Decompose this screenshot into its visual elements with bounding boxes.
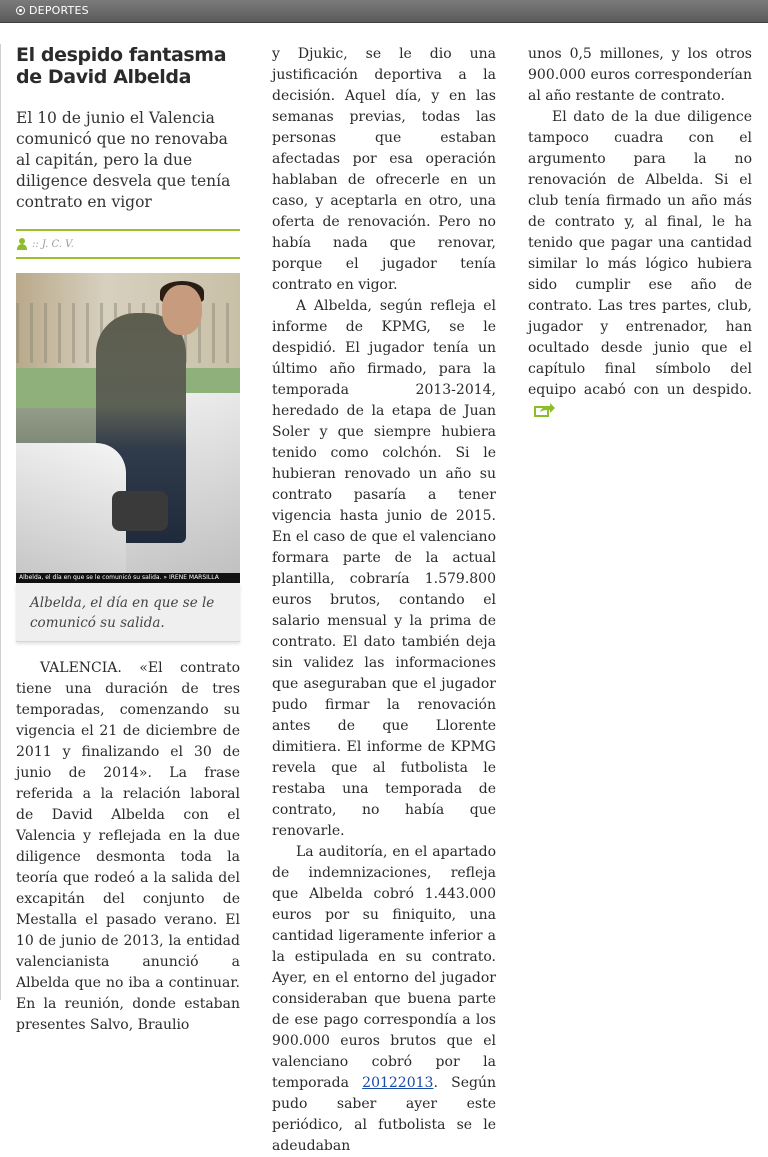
- body-column-3: [528, 44, 752, 422]
- paragraph: La auditoría, en el apartado de indemnizaciones, refleja que Albelda cobró 1.443.000 euros por su finiquito, una cantidad ligeramente inferior a la estipulada en su contrato. Ayer, en el entorno del jugador consideraban que buena parte de ese pago correspondía a los 900.000 euros brutos que el valenciano cobró por la temporada 20122013. Según pudo saber ayer este periódico, al futbolista se le adeudaban: [272, 844, 496, 1154]
- left-divider: [0, 44, 1, 1000]
- paragraph: y Djukic, se le dio una justificación deportiva a la decisión. Aquel día, y en las semanas previas, todas las personas que estaban afectadas por esa operación hablaban de ofrecerle en un caso, y aceptarla en otro, una oferta de renovación. Pero no había nada que renovar, porque el jugador tenía contrato en vigor.: [272, 46, 496, 293]
- photo-caption: Albelda, el día en que se le comunicó su salida.: [16, 583, 240, 642]
- body-column-2: [272, 44, 496, 1157]
- season-link[interactable]: 20122013: [362, 1075, 434, 1091]
- column-1: [16, 44, 240, 1036]
- paragraph: El dato de la due diligence tampoco cuadra con el argumento para la no renovación de Albelda. Si el club tenía firmado un año más de contrato y, al final, le ha tenido que pagar una cantidad similar lo más lógico hubiera sido cumplir ese año de contrato. Las tres partes, club, jugador y entrenador, han ocultado desde junio que el capítulo final símbolo del equipo acabó con un despido.: [528, 107, 752, 422]
- paragraph: A Albelda, según refleja el informe de KPMG, se le despidió. El jugador tenía un último año firmado, para la temporada 2013-2014, heredado de la etapa de Juan Soler y que siempre hubiera tenido como colchón. Si le hubieran renovado un año su contrato pasaría a tener vigencia hasta junio de 2015. En el caso de que el valenciano formara parte de la actual plantilla, cobraría 1.579.800 euros brutos, contando el salario mensual y la prima de contrato. El dato también deja sin validez las informaciones que aseguraban que el jugador pudo firmar la renovación antes de que Llorente dimitiera. El informe de KPMG revela que al futbolista le restaba una temporada de contrato, no había que renovarle.: [272, 298, 496, 839]
- byline: [16, 229, 240, 259]
- body-column-1: [16, 658, 240, 1036]
- photo-credit-strip: Albelda, el día en que se le comunicó su salida. » IRENE MARSILLA: [16, 573, 240, 583]
- section-name: DEPORTES: [29, 4, 89, 17]
- subhead: El 10 de junio el Valencia comunicó que no renovaba al capitán, pero la due diligence desvela que tenía contrato en vigor: [16, 109, 231, 211]
- section-label[interactable]: [16, 4, 89, 17]
- share-arrow-icon[interactable]: [534, 403, 556, 417]
- paragraph: VALENCIA. «El contrato tiene una duración de tres temporadas, comenzando su vigencia el 21 de diciembre de 2011 y finalizando el 30 de junio de 2014». La frase referida a la relación laboral de David Albelda con el Valencia y reflejada en la due diligence desmonta toda la teoría que rodeó a la salida del excapitán del conjunto de Mestalla el pasado verano. El 10 de junio de 2013, la entidad valencianista anunció a Albelda que no iba a continuar. En la reunión, donde estaban presentes Salvo, Braulio: [16, 660, 240, 1033]
- column-2: [272, 44, 496, 1157]
- headline: El despido fantasma de David Albelda: [16, 44, 227, 88]
- column-3: [528, 44, 752, 422]
- paragraph: unos 0,5 millones, y los otros 900.000 euros corresponderían al año restante de contrato.: [528, 46, 752, 104]
- radio-bullet-icon: [16, 6, 25, 15]
- article-photo[interactable]: [16, 273, 240, 583]
- byline-author: :: J. C. V.: [32, 238, 74, 250]
- person-icon: [16, 238, 28, 250]
- section-bar: [0, 0, 768, 23]
